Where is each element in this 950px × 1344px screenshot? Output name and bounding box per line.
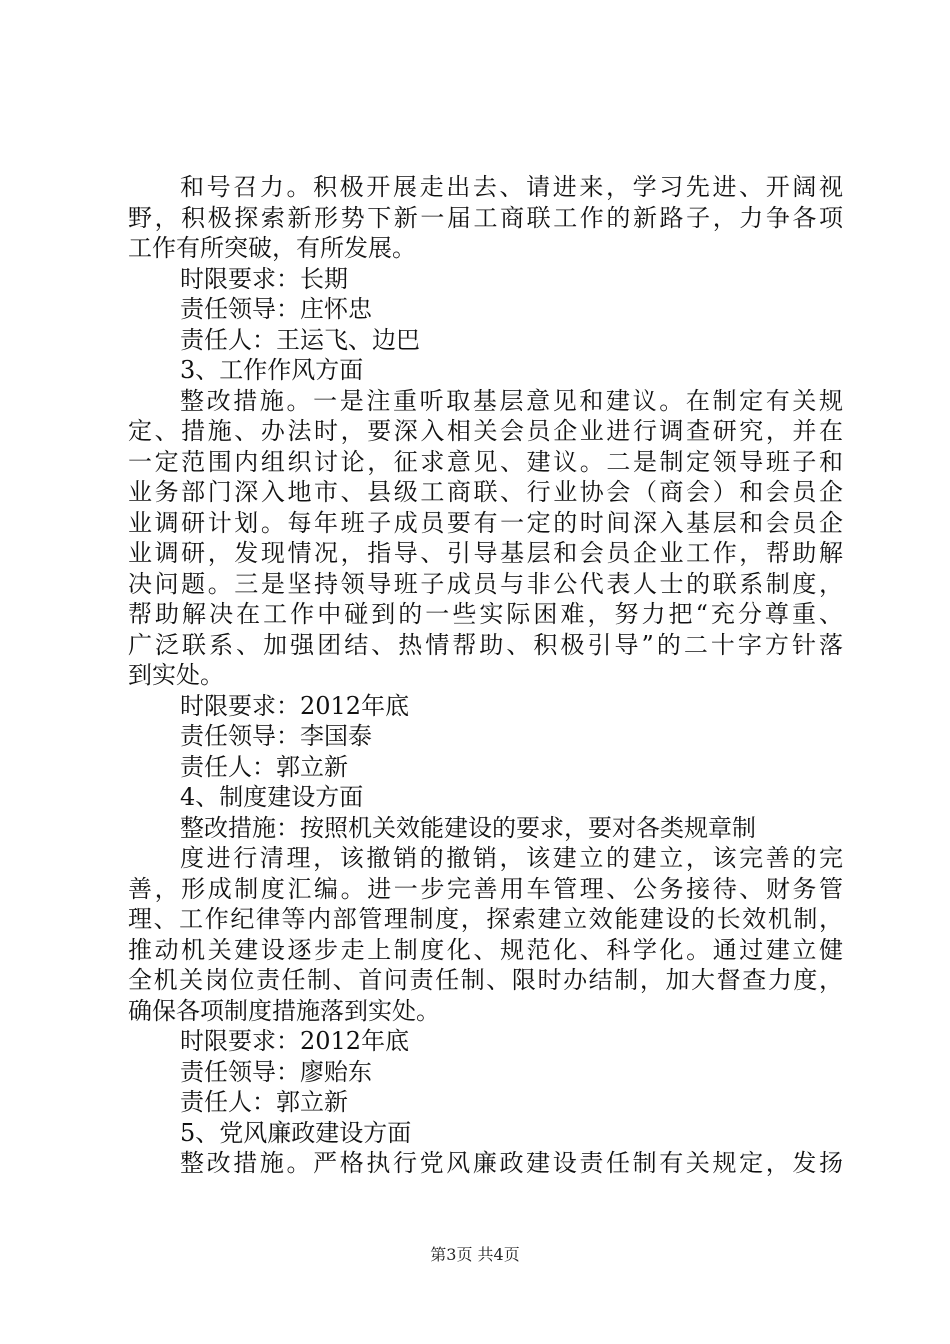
paragraph-line: 野，积极探索新形势下新一届工商联工作的新路子，力争各项: [128, 203, 843, 232]
time-requirement: 时限要求：2012年底: [180, 691, 410, 720]
responsible-person: 责任人：郭立新: [180, 752, 348, 781]
paragraph-line: 工作有所突破，有所发展。: [128, 234, 416, 262]
paragraph-line: 整改措施。一是注重听取基层意见和建议。在制定有关规: [180, 386, 843, 415]
paragraph-line: 和号召力。积极开展走出去、请进来，学习先进、开阔视: [180, 173, 843, 201]
document-body: [128, 172, 843, 1179]
paragraph-line: 理、工作纪律等内部管理制度，探索建立效能建设的长效机制，: [128, 905, 843, 933]
paragraph-line: 整改措施：按照机关效能建设的要求，要对各类规章制: [180, 813, 756, 842]
paragraph-line: 广泛联系、加强团结、热情帮助、积极引导”的二十字方针落: [128, 630, 843, 659]
paragraph-line: 整改措施。严格执行党风廉政建设责任制有关规定，发扬: [180, 1149, 843, 1177]
section-heading: 3、工作作风方面: [180, 356, 364, 384]
section-heading: 5、党风廉政建设方面: [180, 1118, 412, 1147]
paragraph-line: 确保各项制度措施落到实处。: [128, 996, 440, 1025]
responsible-leader: 责任领导：李国泰: [180, 722, 372, 750]
paragraph-line: 定、措施、办法时，要深入相关会员企业进行调查研究，并在: [128, 417, 843, 445]
section-heading: 4、制度建设方面: [180, 783, 364, 811]
paragraph-line: 全机关岗位责任制、首问责任制、限时办结制，加大督查力度，: [128, 966, 843, 994]
paragraph-line: 决问题。三是坚持领导班子成员与非公代表人士的联系制度，: [128, 569, 843, 598]
paragraph-line: 业调研，发现情况，指导、引导基层和会员企业工作，帮助解: [128, 539, 843, 567]
responsible-leader: 责任领导：廖贻东: [180, 1057, 372, 1086]
time-requirement: 时限要求：2012年底: [180, 1027, 410, 1055]
responsible-leader: 责任领导：庄怀忠: [180, 295, 372, 323]
time-requirement: 时限要求：长期: [180, 264, 348, 293]
paragraph-line: 到实处。: [128, 661, 224, 689]
paragraph-line: 善，形成制度汇编。进一步完善用车管理、公务接待、财务管: [128, 874, 843, 903]
page-footer: 第3页 共4页: [430, 1245, 520, 1264]
responsible-person: 责任人：王运飞、边巴: [180, 325, 420, 354]
paragraph-line: 业务部门深入地市、县级工商联、行业协会（商会）和会员企: [128, 478, 843, 506]
paragraph-line: 一定范围内组织讨论，征求意见、建议。二是制定领导班子和: [128, 447, 843, 476]
paragraph-line: 业调研计划。每年班子成员要有一定的时间深入基层和会员企: [128, 508, 843, 537]
paragraph-line: 度进行清理，该撤销的撤销，该建立的建立，该完善的完: [180, 844, 843, 872]
paragraph-line: 推动机关建设逐步走上制度化、规范化、科学化。通过建立健: [128, 935, 843, 964]
paragraph-line: 帮助解决在工作中碰到的一些实际困难，努力把“充分尊重、: [128, 600, 843, 628]
responsible-person: 责任人：郭立新: [180, 1088, 348, 1116]
